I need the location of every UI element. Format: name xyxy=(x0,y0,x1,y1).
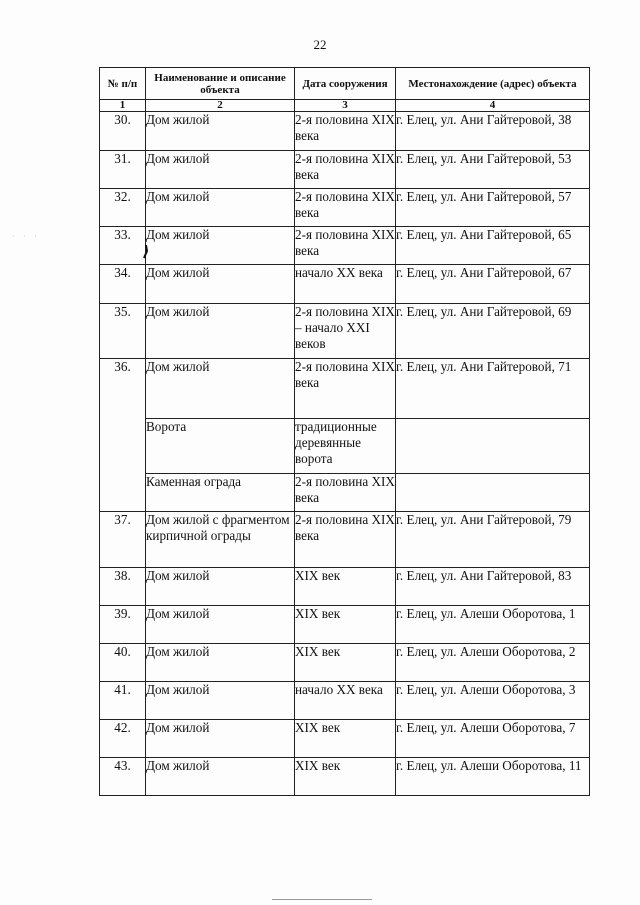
object-name: Дом жилой xyxy=(146,644,295,682)
object-address: г. Елец, ул. Ани Гайтеровой, 53 xyxy=(396,151,590,189)
object-name: Ворота xyxy=(146,419,295,474)
construction-date: XIX век xyxy=(295,644,396,682)
header-address: Местонахождение (адрес) объекта xyxy=(396,68,590,100)
row-number: 37. xyxy=(100,512,146,568)
object-address: г. Елец, ул. Ани Гайтеровой, 83 xyxy=(396,568,590,606)
table-header-row xyxy=(100,68,590,100)
object-name: Дом жилой xyxy=(146,265,295,304)
header-name: Наименование и описание объекта xyxy=(146,68,295,100)
table-row xyxy=(100,682,590,720)
row-number: 38. xyxy=(100,568,146,606)
pencil-mark-icon xyxy=(142,245,148,259)
table-row xyxy=(100,568,590,606)
bottom-divider xyxy=(272,899,372,900)
row-number: 32. xyxy=(100,189,146,227)
object-address: г. Елец, ул. Алеши Оборотова, 2 xyxy=(396,644,590,682)
table-row xyxy=(100,359,590,419)
table-row xyxy=(100,304,590,359)
object-address: г. Елец, ул. Алеши Оборотова, 7 xyxy=(396,720,590,758)
table-row xyxy=(100,112,590,151)
object-address: г. Елец, ул. Алеши Оборотова, 3 xyxy=(396,682,590,720)
object-address: г. Елец, ул. Ани Гайтеровой, 38 xyxy=(396,112,590,151)
object-address: г. Елец, ул. Ани Гайтеровой, 65 xyxy=(396,227,590,265)
object-address: г. Елец, ул. Ани Гайтеровой, 79 xyxy=(396,512,590,568)
table-row xyxy=(100,474,590,512)
row-number: 33. xyxy=(100,227,146,265)
object-address: г. Елец, ул. Алеши Оборотова, 11 xyxy=(396,758,590,796)
row-number: 41. xyxy=(100,682,146,720)
row-number: 30. xyxy=(100,112,146,151)
object-name: Дом жилой с фрагментом кирпичной ограды xyxy=(146,512,295,568)
table-row xyxy=(100,151,590,189)
header-number: № п/п xyxy=(100,68,146,100)
construction-date: 2-я половина XIX века xyxy=(295,151,396,189)
column-number: 1 xyxy=(100,100,146,112)
table-row xyxy=(100,512,590,568)
object-name: Дом жилой xyxy=(146,304,295,359)
construction-date: XIX век xyxy=(295,758,396,796)
row-number: 36. xyxy=(100,359,146,512)
object-address: г. Елец, ул. Ани Гайтеровой, 69 xyxy=(396,304,590,359)
construction-date: 2-я половина XIX века xyxy=(295,112,396,151)
table-row xyxy=(100,419,590,474)
object-name: Каменная ограда xyxy=(146,474,295,512)
object-name: Дом жилой xyxy=(146,227,295,265)
row-number: 42. xyxy=(100,720,146,758)
table-row xyxy=(100,189,590,227)
object-address: г. Елец, ул. Ани Гайтеровой, 67 xyxy=(396,265,590,304)
object-address: г. Елец, ул. Ани Гайтеровой, 57 xyxy=(396,189,590,227)
object-address xyxy=(396,419,590,474)
table-row xyxy=(100,644,590,682)
object-name: Дом жилой xyxy=(146,720,295,758)
row-number: 31. xyxy=(100,151,146,189)
object-name: Дом жилой xyxy=(146,758,295,796)
construction-date: XIX век xyxy=(295,568,396,606)
construction-date: традиционные деревянные ворота xyxy=(295,419,396,474)
table-row xyxy=(100,265,590,304)
row-number: 34. xyxy=(100,265,146,304)
construction-date: 2-я половина XIX века xyxy=(295,474,396,512)
table-row xyxy=(100,758,590,796)
object-name: Дом жилой xyxy=(146,359,295,419)
column-number: 4 xyxy=(396,100,590,112)
construction-date: 2-я половина XIX века xyxy=(295,512,396,568)
column-numbers-row xyxy=(100,100,590,112)
construction-date: 2-я половина XIX века xyxy=(295,189,396,227)
column-number: 3 xyxy=(295,100,396,112)
page-number: 22 xyxy=(313,37,327,52)
construction-date: начало XX века xyxy=(295,682,396,720)
object-name: Дом жилой xyxy=(146,568,295,606)
row-number: 40. xyxy=(100,644,146,682)
object-name: Дом жилой xyxy=(146,606,295,644)
header-date: Дата сооружения xyxy=(295,68,396,100)
object-name: Дом жилой xyxy=(146,189,295,227)
table-row xyxy=(100,227,590,265)
construction-date: 2-я половина XIX – начало XXI веков xyxy=(295,304,396,359)
object-address xyxy=(396,474,590,512)
heritage-objects-table xyxy=(99,67,590,796)
column-number: 2 xyxy=(146,100,295,112)
object-name: Дом жилой xyxy=(146,112,295,151)
table-row xyxy=(100,606,590,644)
object-name: Дом жилой xyxy=(146,151,295,189)
row-number: 39. xyxy=(100,606,146,644)
object-address: г. Елец, ул. Ани Гайтеровой, 71 xyxy=(396,359,590,419)
construction-date: начало XX века xyxy=(295,265,396,304)
construction-date: XIX век xyxy=(295,720,396,758)
table-row xyxy=(100,720,590,758)
construction-date: 2-я половина XIX века xyxy=(295,359,396,419)
construction-date: 2-я половина XIX века xyxy=(295,227,396,265)
row-number: 35. xyxy=(100,304,146,359)
construction-date: XIX век xyxy=(295,606,396,644)
row-number: 43. xyxy=(100,758,146,796)
object-address: г. Елец, ул. Алеши Оборотова, 1 xyxy=(396,606,590,644)
scan-artifact-dots: · · · xyxy=(12,232,40,241)
object-name: Дом жилой xyxy=(146,682,295,720)
